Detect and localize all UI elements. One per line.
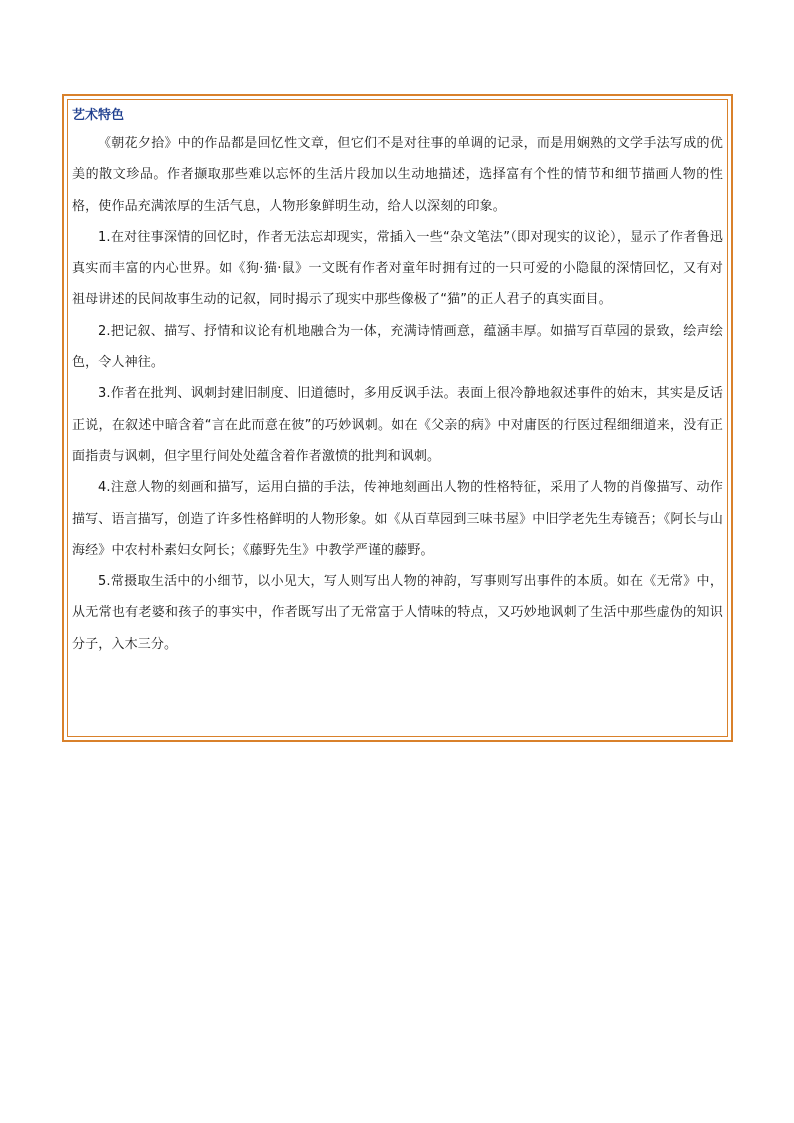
paragraph-point-4: 4.注意人物的刻画和描写，运用白描的手法，传神地刻画出人物的性格特征，采用了人物的肖像描写、动作描写、语言描写，创造了许多性格鲜明的人物形象。如《从百草园到三味书屋》中旧学老先生寿镜吾；《阿长与山海经》中农村朴素妇女阿长；《藤野先生》中教学严谨的藤野。 bbox=[72, 480, 724, 558]
paragraph-point-2: 2.把记叙、描写、抒情和议论有机地融合为一体，充满诗情画意，蕴涵丰厚。如描写百草园的景致，绘声绘色，令人神往。 bbox=[72, 323, 723, 371]
paragraph-point-3: 3.作者在批判、讽刺封建旧制度、旧道德时，多用反讽手法。表面上很冷静地叙述事件的始末，其实是反话正说，在叙述中暗含着“言在此而意在彼”的巧妙讽刺。如在《父亲的病》中对庸医的行医过程细细道来，没有正面指责与讽刺，但字里行间处处蕴含着作者激愤的批判和讽刺。 bbox=[72, 386, 723, 464]
content-box bbox=[72, 104, 723, 660]
section-title: 艺术特色 bbox=[72, 108, 125, 123]
paragraph-intro: 《朝花夕拾》中的作品都是回忆性文章，但它们不是对往事的单调的记录，而是用娴熟的文学手法写成的优美的散文珍品。作者撷取那些难以忘怀的生活片段加以生动地描述，选择富有个性的情节和细节描画人物的性格，使作品充满浓厚的生活气息，人物形象鲜明生动，给人以深刻的印象。 bbox=[72, 136, 723, 214]
paragraph-point-5: 5.常摄取生活中的小细节，以小见大，写人则写出人物的神韵，写事则写出事件的本质。如在《无常》中，从无常也有老婆和孩子的事实中，作者既写出了无常富于人情味的特点，又巧妙地讽刺了生活中那些虚伪的知识分子，入木三分。 bbox=[72, 574, 723, 652]
paragraph-point-1: 1.在对往事深情的回忆时，作者无法忘却现实，常插入一些“杂文笔法”（即对现实的议论），显示了作者鲁迅真实而丰富的内心世界。如《狗·猫·鼠》一文既有作者对童年时拥有过的一只可爱的小隐鼠的深情回忆，又有对祖母讲述的民间故事生动的记叙，同时揭示了现实中那些像极了“猫”的正人君子的真实面目。 bbox=[72, 229, 723, 308]
